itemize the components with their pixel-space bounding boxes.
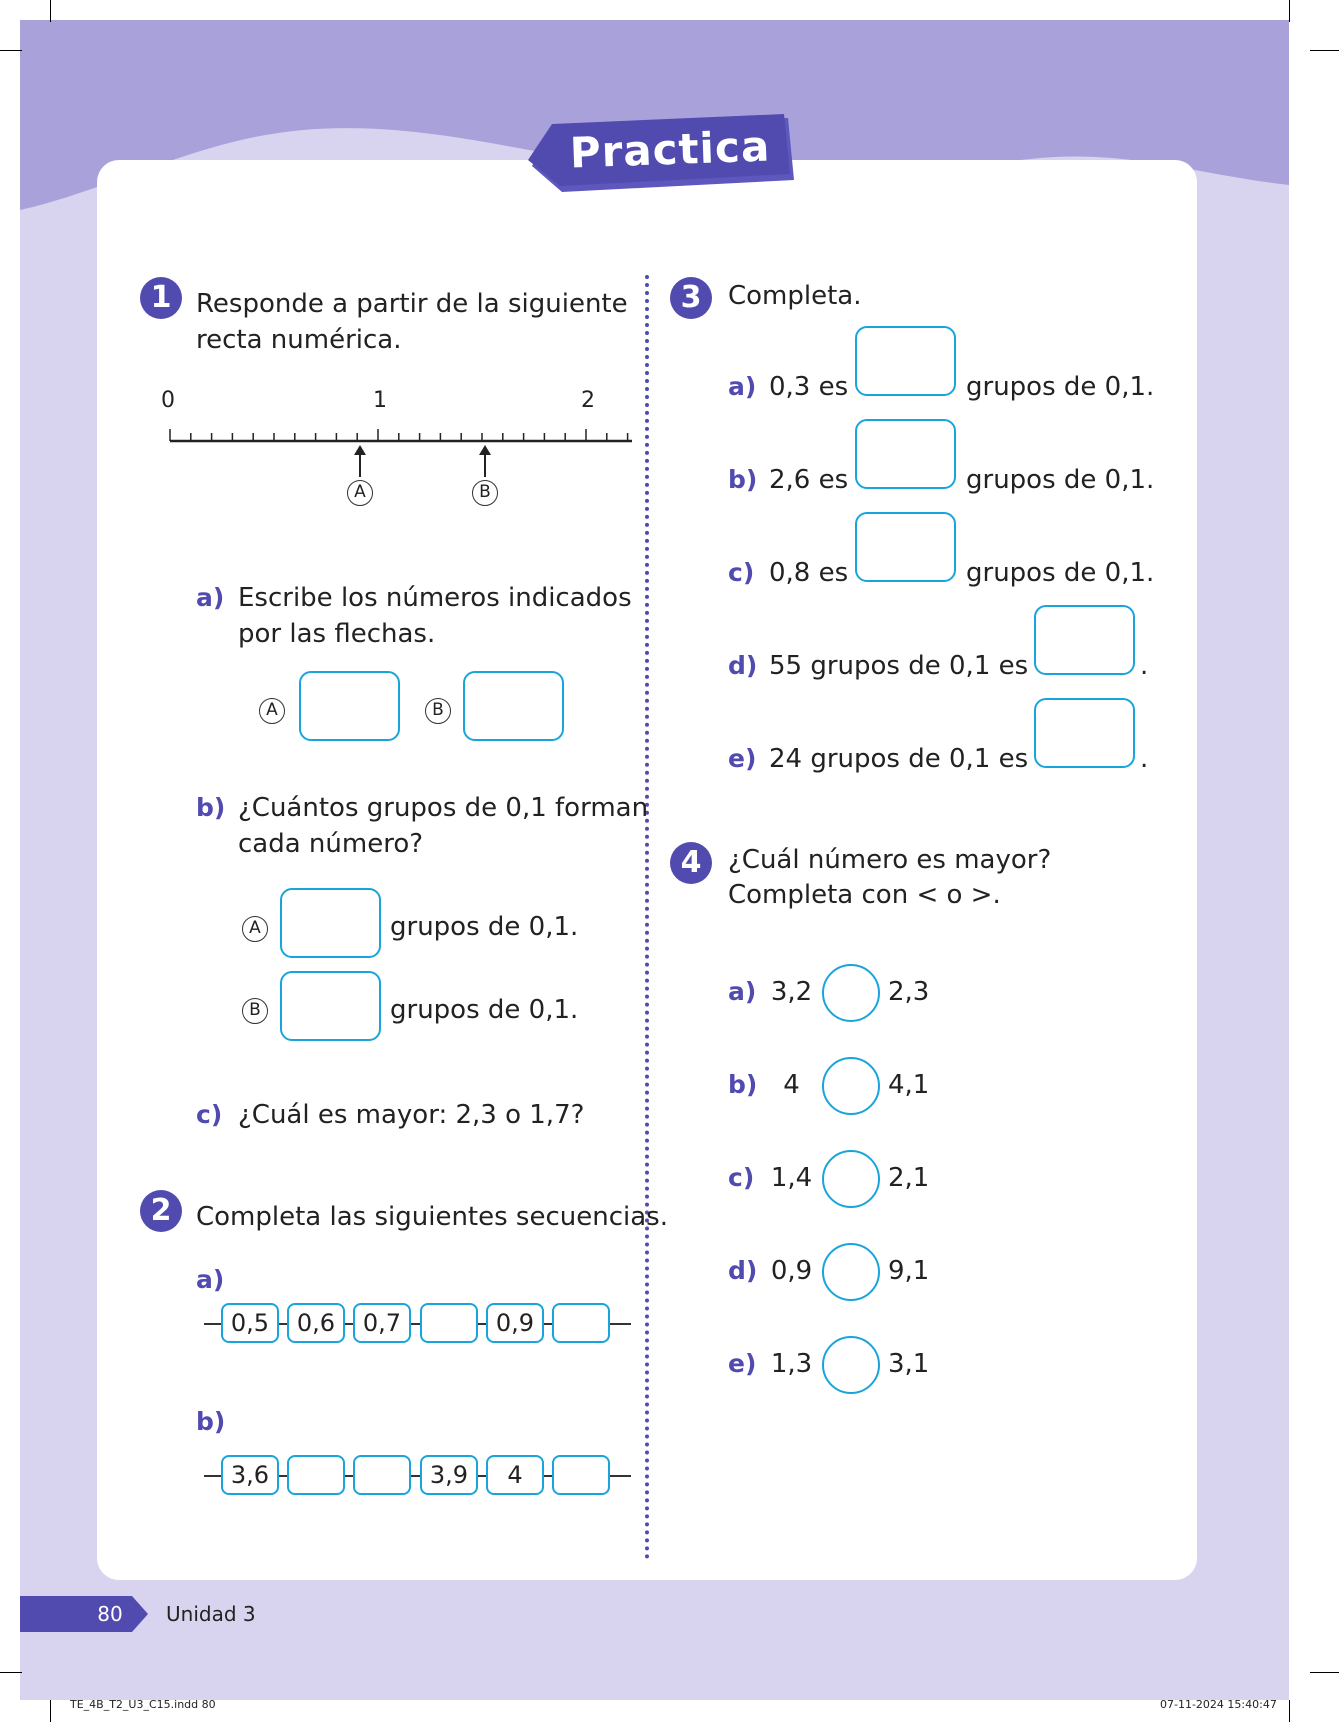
crop-mark xyxy=(1289,0,1290,22)
q1b-marker-a: A xyxy=(242,916,268,942)
page-number: 80 xyxy=(97,1602,123,1626)
q2a-sequence-cell[interactable] xyxy=(552,1303,610,1343)
q3d-answer-box[interactable] xyxy=(1034,605,1135,675)
q4e-left: 1,3 xyxy=(770,1349,813,1379)
q2b-sequence-cell[interactable] xyxy=(552,1455,610,1495)
q3a-post: grupos de 0,1. xyxy=(966,372,1155,402)
q4e-label: e) xyxy=(728,1349,757,1378)
q4c-right: 2,1 xyxy=(888,1163,930,1193)
q1b-line1: ¿Cuántos grupos de 0,1 forman xyxy=(238,793,649,823)
q2a-label: a) xyxy=(196,1265,225,1294)
q3b-pre: 2,6 es xyxy=(769,465,849,495)
numberline-label-2: 2 xyxy=(581,388,595,413)
q1a-marker-b: B xyxy=(425,698,451,724)
q2b-sequence-cell: 4 xyxy=(486,1455,544,1495)
q4b-right: 4,1 xyxy=(888,1070,930,1100)
q2b-sequence-cell: 3,9 xyxy=(420,1455,478,1495)
q2a-sequence-cell: 0,9 xyxy=(486,1303,544,1343)
q3d-label: d) xyxy=(728,651,758,680)
q4e-right: 3,1 xyxy=(888,1349,930,1379)
q4d-compare-circle[interactable] xyxy=(822,1243,880,1301)
q1b-marker-b: B xyxy=(242,998,268,1024)
page-number-tab xyxy=(20,1596,148,1632)
crop-mark xyxy=(1310,50,1339,51)
q1-prompt-line1: Responde a partir de la siguiente xyxy=(196,289,628,319)
q1a-answer-box-b[interactable] xyxy=(463,671,564,741)
crop-mark xyxy=(0,1672,22,1673)
number-line xyxy=(160,385,640,515)
q2a-sequence-cell[interactable] xyxy=(420,1303,478,1343)
q2b-sequence-cell: 3,6 xyxy=(221,1455,279,1495)
q4d-left: 0,9 xyxy=(770,1256,813,1286)
q3e-post: . xyxy=(1140,744,1149,774)
q1a-line2: por las flechas. xyxy=(238,619,436,649)
q1a-line1: Escribe los números indicados xyxy=(238,583,632,613)
slug-datetime: 07-11-2024 15:40:47 xyxy=(1160,1698,1277,1711)
q2a-sequence-cell: 0,7 xyxy=(353,1303,411,1343)
q4-prompt-line1: ¿Cuál número es mayor? xyxy=(728,845,1052,875)
slug-file: TE_4B_T2_U3_C15.indd 80 xyxy=(70,1698,216,1711)
q2b-sequence-cell[interactable] xyxy=(287,1455,345,1495)
q3b-answer-box[interactable] xyxy=(855,419,956,489)
q3e-answer-box[interactable] xyxy=(1034,698,1135,768)
q1b-answer-box-a[interactable] xyxy=(280,888,381,958)
q1c-text: ¿Cuál es mayor: 2,3 o 1,7? xyxy=(238,1100,585,1130)
q1a-marker-a: A xyxy=(259,698,285,724)
q3c-answer-box[interactable] xyxy=(855,512,956,582)
q4c-left: 1,4 xyxy=(770,1163,813,1193)
q2a-sequence-cell: 0,5 xyxy=(221,1303,279,1343)
q4a-label: a) xyxy=(728,977,757,1006)
q4d-label: d) xyxy=(728,1256,758,1285)
q2-prompt: Completa las siguientes secuencias. xyxy=(196,1202,668,1232)
q3c-label: c) xyxy=(728,558,755,587)
q3d-post: . xyxy=(1140,651,1149,681)
crop-mark xyxy=(50,0,51,22)
crop-mark xyxy=(1310,1672,1339,1673)
q3-number-badge: 3 xyxy=(670,277,712,319)
q3d-pre: 55 grupos de 0,1 es xyxy=(769,651,1029,681)
q1-prompt-line2: recta numérica. xyxy=(196,325,402,355)
crop-mark xyxy=(0,50,22,51)
q4b-compare-circle[interactable] xyxy=(822,1057,880,1115)
column-divider xyxy=(645,275,649,1560)
q3b-post: grupos de 0,1. xyxy=(966,465,1155,495)
q4d-right: 9,1 xyxy=(888,1256,930,1286)
q1-number-badge: 1 xyxy=(140,277,182,319)
numberline-marker-a: A xyxy=(347,480,373,506)
q4-prompt-line2: Completa con < o >. xyxy=(728,880,1001,910)
numberline-label-0: 0 xyxy=(161,388,175,413)
q4c-label: c) xyxy=(728,1163,755,1192)
q1b-suffix-b: grupos de 0,1. xyxy=(390,995,579,1025)
q4a-left: 3,2 xyxy=(770,977,813,1007)
q3e-pre: 24 grupos de 0,1 es xyxy=(769,744,1029,774)
numberline-label-1: 1 xyxy=(373,388,387,413)
q1c-label: c) xyxy=(196,1100,223,1129)
q1b-label: b) xyxy=(196,793,226,822)
q3b-label: b) xyxy=(728,465,758,494)
q3c-post: grupos de 0,1. xyxy=(966,558,1155,588)
q1b-answer-box-b[interactable] xyxy=(280,971,381,1041)
q3c-pre: 0,8 es xyxy=(769,558,849,588)
q2-number-badge: 2 xyxy=(140,1190,182,1232)
q1a-answer-box-a[interactable] xyxy=(299,671,400,741)
q4b-label: b) xyxy=(728,1070,758,1099)
q4a-compare-circle[interactable] xyxy=(822,964,880,1022)
q3a-answer-box[interactable] xyxy=(855,326,956,396)
q4c-compare-circle[interactable] xyxy=(822,1150,880,1208)
q3e-label: e) xyxy=(728,744,757,773)
q4b-left: 4 xyxy=(783,1070,800,1100)
q2b-label: b) xyxy=(196,1407,226,1436)
q3a-pre: 0,3 es xyxy=(769,372,849,402)
page-title: Practica xyxy=(568,121,771,178)
q3-prompt: Completa. xyxy=(728,281,862,311)
crop-mark xyxy=(50,1700,51,1722)
q3a-label: a) xyxy=(728,372,757,401)
numberline-marker-b: B xyxy=(472,480,498,506)
q4e-compare-circle[interactable] xyxy=(822,1336,880,1394)
q1b-suffix-a: grupos de 0,1. xyxy=(390,912,579,942)
q1b-line2: cada número? xyxy=(238,829,424,859)
unit-label: Unidad 3 xyxy=(166,1602,256,1626)
q4a-right: 2,3 xyxy=(888,977,930,1007)
q1a-label: a) xyxy=(196,583,225,612)
q2b-sequence-cell[interactable] xyxy=(353,1455,411,1495)
q4-number-badge: 4 xyxy=(670,842,712,884)
crop-mark xyxy=(1289,1700,1290,1722)
q2a-sequence-cell: 0,6 xyxy=(287,1303,345,1343)
